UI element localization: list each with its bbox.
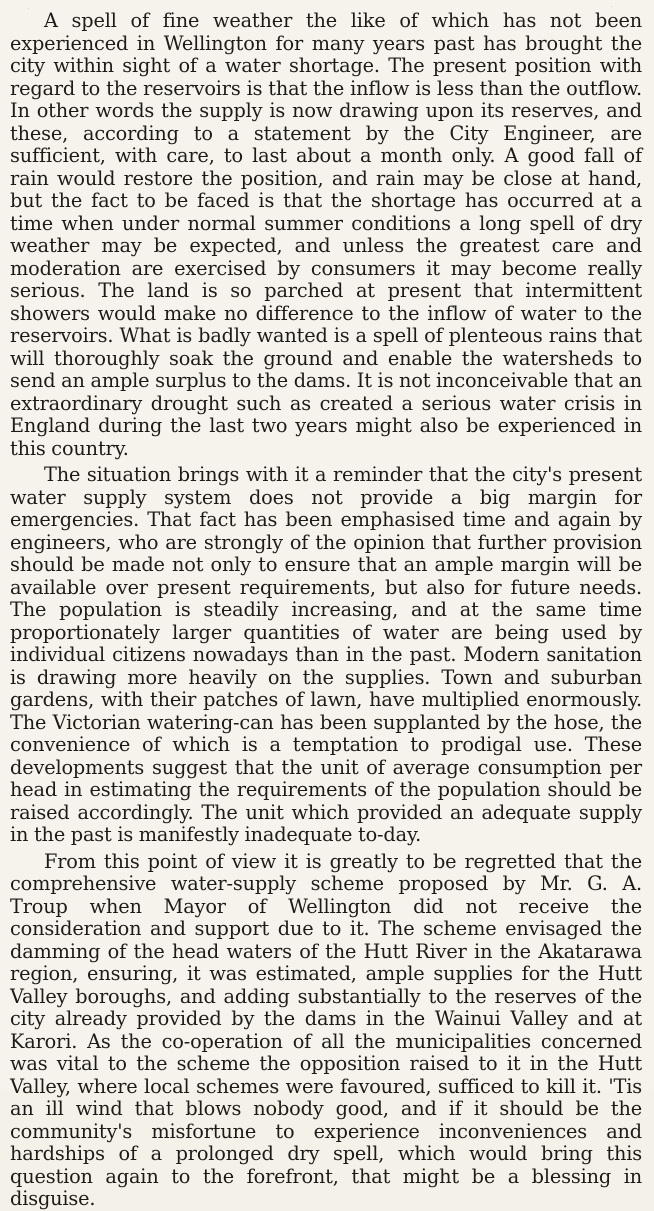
editorial-article — [10, 10, 642, 1211]
print-speck — [611, 6, 612, 7]
print-speck — [16, 798, 17, 799]
print-speck — [472, 1074, 473, 1075]
print-speck — [372, 389, 373, 390]
paragraph-troup-scheme: From this point of view it is greatly to be regretted that the comprehensive water-supply scheme proposed by Mr. G. A. Troup when Mayor of Wellington did not receive the consideration and support due to it. The scheme envisaged the damming of the head waters of the Hutt River in the Akatarawa region, ensuring, it was estimated, ample supplies for the Hutt Valley boroughs, and adding substantially to the reserves of the city already provided by the dams in the Wainui Valley and at Karori. As the co-operation of all the municipalities concerned was vital to the scheme the opposition raised to it in the Hutt Valley, where local schemes were favoured, sufficed to kill it. 'Tis an ill wind that blows nobody good, and if it should be the community's misfortune to experience inconveniences and hardships of a prolonged dry spell, which would bring this question again to the forefront, that might be a blessing in disguise. — [10, 849, 642, 1210]
paragraph-water-shortage: A spell of fine weather the like of which has not been experienced in Wellington for many years past has brought the city within sight of a water shortage. The present position with regard to the reservoirs is that the inflow is less than the outflow. In other words the supply is now drawing upon its reserves, and these, according to a statement by the City Engineer, are sufficient, with care, to last about a month only. A good fall of rain would restore the position, and rain may be close at hand, but the fact to be faced is that the shortage has occurred at a time when under normal summer conditions a long spell of dry weather may be expected, and unless the greatest care and moderation are exercised by consumers it may become really serious. The land is so parched at present that intermittent showers would make no difference to the inflow of water to the reservoirs. What is badly wanted is a spell of plenteous rains that will thoroughly soak the ground and enable the watersheds to send an ample surplus to the dams. It is not inconceivable that an extraordinary drought such as created a serious water crisis in England during the last two years might also be experienced in this country. — [10, 9, 642, 460]
print-speck — [28, 8, 29, 9]
paragraph-supply-system: The situation brings with it a reminder that the city's present water supply system does not provide a big margin for emergencies. That fact has been emphasised time and again by engineers, who are strongly of the opinion that further provision should be made not only to ensure that an ample margin will be available over present requirements, but also for future needs. The population is steadily increasing, and at the same time proportionately larger quantities of water are being used by individual citizens nowadays than in the past. Modern sanitation is drawing more heavily on the supplies. Town and suburban gardens, with their patches of lawn, have multiplied enormously. The Victorian watering-can has been supplanted by the hose, the convenience of which is a temptation to prodigal use. These developments suggest that the unit of average consumption per head in estimating the requirements of the population should be raised accordingly. The unit which provided an adequate supply in the past is manifestly inadequate to-day. — [10, 463, 642, 846]
